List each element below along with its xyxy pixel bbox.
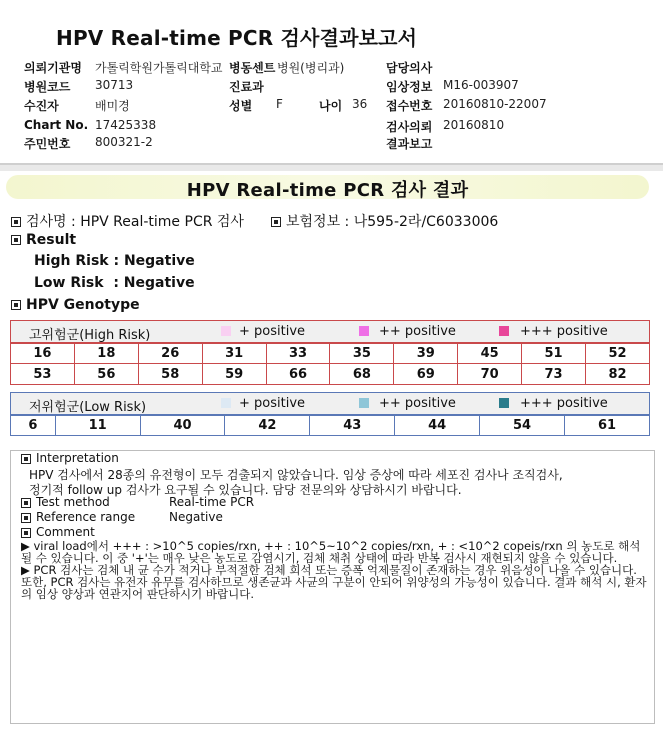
plus-legend-label: + positive — [239, 324, 306, 339]
bullet-square-icon — [21, 498, 31, 508]
plus2-legend-label: ++ positive — [379, 396, 456, 411]
interpretation-text-2: 정기적 follow up 검사가 요구될 수 있습니다. 담당 전문의와 상담하시기 바랍니다. — [29, 483, 462, 497]
genotype-cell: 33 — [266, 343, 330, 364]
genotype-cell: 6 — [11, 415, 56, 436]
genotype-cell: 40 — [140, 415, 225, 436]
plus3-legend-swatch — [499, 326, 509, 336]
institution-value: 가톨릭학원가톨릭대학교 — [95, 61, 223, 75]
plus2-legend-label: ++ positive — [379, 324, 456, 339]
genotype-cell: 70 — [458, 364, 522, 385]
genotype-cell: 44 — [395, 415, 480, 436]
genotype-cell: 66 — [266, 364, 330, 385]
genotype-cell: 69 — [394, 364, 458, 385]
reference-label: Reference range — [36, 510, 136, 524]
report-body — [0, 171, 663, 730]
age-label: 나이 — [319, 99, 343, 113]
genotype-cell: 58 — [138, 364, 202, 385]
genotype-heading: HPV Genotype — [26, 297, 140, 313]
sex-label: 성별 — [229, 99, 253, 113]
plus3-legend-swatch — [499, 398, 509, 408]
request-label: 검사의뢰 — [386, 120, 433, 134]
method-label: Test method — [36, 495, 110, 509]
patient-label: 수진자 — [24, 99, 59, 113]
result-banner — [6, 175, 649, 199]
clinical-value: M16-003907 — [443, 78, 519, 92]
genotype-cell: 31 — [202, 343, 266, 364]
plus2-legend-swatch — [359, 398, 369, 408]
request-value: 20160810 — [443, 118, 505, 132]
reference-value: Negative — [169, 510, 223, 524]
bullet-square-icon — [21, 528, 31, 538]
genotype-cell: 68 — [330, 364, 394, 385]
plus-legend-swatch — [221, 326, 231, 336]
comment-text-2: ▶ PCR 검사는 검체 내 균 수가 적거나 부적절한 검체 희석 또는 증폭 억제물질이 존재하는 경우 위음성이 나올 수 있습니다. 또한, PCR 검사는 유전자 유무를 검사하므로 생존균과 사균의 구분이 안되어 위양성의 가능성이 있습니다. 결과 해석 시, 환자의 임상 양상과 연관지어 판단하시기 바랍니다. — [21, 563, 647, 601]
result-heading: Result — [26, 232, 77, 248]
genotype-cell: 73 — [522, 364, 586, 385]
genotype-cell: 52 — [586, 343, 650, 364]
bullet-square-icon — [21, 513, 31, 523]
genotype-cell: 42 — [225, 415, 310, 436]
method-value: Real-time PCR — [169, 495, 255, 509]
high-risk-title: 고위험군(High Risk) — [29, 328, 151, 343]
interpretation-text-1: HPV 검사에서 28종의 유전형이 모두 검출되지 않았습니다. 임상 증상에 따라 세포진 검사나 조직검사, — [29, 468, 563, 482]
resident-label: 주민번호 — [24, 137, 71, 151]
plus3-legend-label: +++ positive — [520, 396, 608, 411]
genotype-cell: 54 — [480, 415, 565, 436]
notes-box — [10, 450, 655, 724]
plus-legend-label: + positive — [239, 396, 306, 411]
banner-title: HPV Real-time PCR 검사 결과 — [186, 180, 469, 201]
insurance-info: 보험정보 : 나595-2라/C6033006 — [286, 214, 499, 230]
low-risk-header — [10, 392, 650, 416]
hospital-code-value: 30713 — [95, 78, 134, 92]
low-risk-title: 저위험군(Low Risk) — [29, 400, 147, 415]
genotype-cell: 59 — [202, 364, 266, 385]
institution-label: 의뢰기관명 — [24, 61, 82, 75]
table-row — [11, 415, 650, 436]
doctor-label: 담당의사 — [386, 61, 433, 75]
table-row — [11, 364, 650, 385]
hospital-code-label: 병원코드 — [24, 80, 71, 94]
ward-label: 병동센트 — [229, 61, 276, 75]
plus-legend-swatch — [221, 398, 231, 408]
bullet-square-icon — [21, 454, 31, 464]
result-heading-line — [11, 232, 76, 248]
interpretation-label: Interpretation — [36, 451, 119, 465]
receipt-label: 접수번호 — [386, 99, 433, 113]
comment-text-1: ▶ viral load에서 +++ : >10^5 copies/rxn, ++ : 10^5~10^2 copies/rxn, + : <10^2 copeis/rxn 의 농도로 해석될 수 있습니다. 이 중 '+'는 매우 낮은 농도로 감염시기, 검체 채취 상태에 따라 반복 검사시 재현되지 않을 수 있습니다. — [21, 539, 641, 565]
genotype-cell: 43 — [310, 415, 395, 436]
bullet-square-icon — [11, 217, 21, 227]
ward-value: 병원(병리과) — [277, 61, 345, 75]
method-line — [21, 495, 110, 509]
plus3-legend-label: +++ positive — [520, 324, 608, 339]
plus2-legend-swatch — [359, 326, 369, 336]
genotype-cell: 18 — [74, 343, 138, 364]
genotype-heading-line — [11, 297, 140, 313]
genotype-cell: 51 — [522, 343, 586, 364]
comment-line — [21, 525, 95, 539]
test-name-line — [11, 211, 244, 231]
reference-line — [21, 510, 135, 524]
genotype-cell: 45 — [458, 343, 522, 364]
genotype-cell: 39 — [394, 343, 458, 364]
high-risk-table — [10, 342, 650, 385]
table-row — [11, 343, 650, 364]
sex-value: F — [276, 97, 283, 111]
page-title: HPV Real-time PCR 검사결과보고서 — [56, 26, 418, 50]
low-risk-result: Low Risk : Negative — [34, 275, 195, 291]
receipt-value: 20160810-22007 — [443, 97, 547, 111]
genotype-cell: 11 — [55, 415, 140, 436]
test-name: 검사명 : HPV Real-time PCR 검사 — [26, 214, 244, 230]
age-value: 36 — [352, 97, 368, 111]
insurance-line — [271, 211, 498, 231]
low-risk-table — [10, 414, 650, 436]
high-risk-result: High Risk : Negative — [34, 253, 195, 269]
high-risk-header — [10, 320, 650, 344]
report-header — [0, 0, 663, 165]
genotype-cell: 53 — [11, 364, 75, 385]
genotype-cell: 16 — [11, 343, 75, 364]
genotype-cell: 26 — [138, 343, 202, 364]
clinical-label: 임상정보 — [386, 80, 433, 94]
genotype-cell: 35 — [330, 343, 394, 364]
dept-label: 진료과 — [229, 80, 264, 94]
comment-label: Comment — [36, 525, 95, 539]
bullet-square-icon — [11, 235, 21, 245]
patient-value: 배미경 — [95, 99, 130, 113]
genotype-cell: 56 — [74, 364, 138, 385]
result-report-label: 결과보고 — [386, 137, 433, 151]
genotype-cell: 82 — [586, 364, 650, 385]
bullet-square-icon — [271, 217, 281, 227]
genotype-cell: 61 — [565, 415, 650, 436]
chart-value: 17425338 — [95, 118, 157, 132]
bullet-square-icon — [11, 300, 21, 310]
chart-label: Chart No. — [24, 118, 89, 132]
resident-value: 800321-2 — [95, 135, 153, 149]
interpretation-line — [21, 451, 119, 465]
